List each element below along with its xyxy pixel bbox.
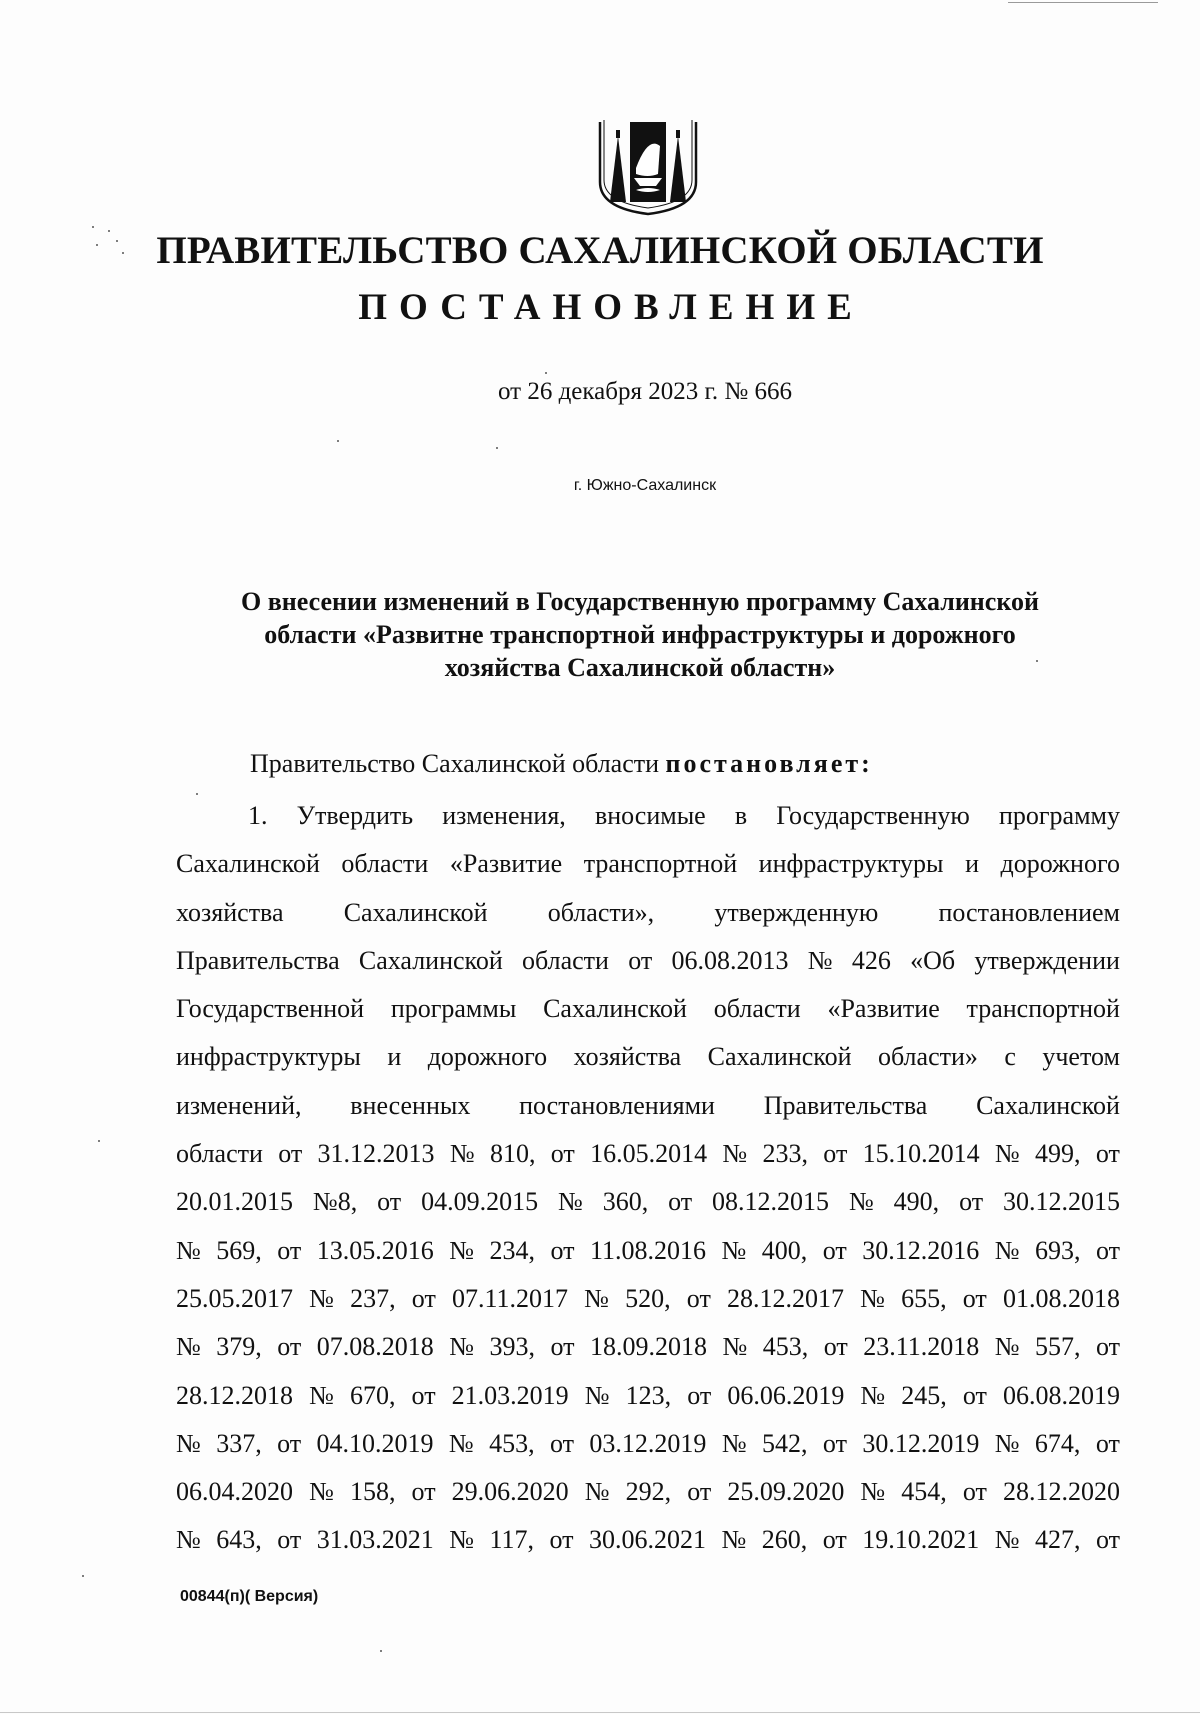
body-word: от (278, 1139, 303, 1169)
body-word: № (584, 1477, 610, 1507)
body-word: 06.06.2019 (727, 1380, 845, 1410)
body-word: от (687, 1380, 712, 1410)
body-word: 810, (489, 1139, 536, 1169)
body-word: № (994, 1235, 1020, 1265)
body-word: программы (390, 994, 517, 1024)
body-word: Сахалинской (343, 897, 488, 927)
body-word: № (721, 1235, 747, 1265)
body-word: 520, (625, 1283, 671, 1313)
body-word: 453, (762, 1332, 809, 1362)
body-word: № (860, 1380, 886, 1410)
body-word: и (965, 849, 979, 879)
scan-speck (98, 1140, 100, 1142)
body-word: № (994, 1139, 1020, 1169)
body-word: № (176, 1525, 201, 1555)
body-word: 233, (762, 1139, 808, 1169)
body-word: от (411, 1380, 436, 1410)
body-word: области (341, 849, 429, 879)
body-line (176, 1472, 1120, 1520)
body-word: от (962, 1380, 987, 1410)
body-word: № (309, 1283, 334, 1313)
body-word: инфраструктуры (176, 1042, 361, 1072)
body-word: изменений, (176, 1090, 302, 1120)
body-word: 674, (1034, 1428, 1081, 1458)
body-word: 693, (1034, 1235, 1081, 1265)
body-line (176, 1231, 1120, 1279)
body-word: от (962, 1283, 987, 1313)
body-word: от (1095, 1525, 1120, 1555)
body-line (176, 1376, 1120, 1424)
body-word: Государственную (776, 801, 970, 830)
government-title: ПРАВИТЕЛЬСТВО САХАЛИНСКОЙ ОБЛАСТИ (156, 229, 1044, 272)
body-word: № (994, 1525, 1020, 1555)
body-word: от (628, 945, 653, 975)
body-word: от (962, 1477, 987, 1507)
body-word: области (522, 945, 609, 975)
body-word: 393, (489, 1332, 535, 1362)
body-word: хозяйства (176, 897, 284, 927)
body-word: от (959, 1187, 984, 1217)
sakhalin-coat-of-arms-icon (596, 116, 700, 216)
body-word: 30.12.2019 (862, 1428, 980, 1458)
body-word: 360, (602, 1187, 649, 1217)
scan-edge-line (1008, 2, 1158, 3)
body-word: № (449, 1332, 475, 1362)
body-word: области (176, 1139, 263, 1169)
body-word: от (377, 1187, 402, 1217)
preamble (250, 749, 873, 779)
body-word: 23.11.2018 (863, 1332, 980, 1362)
resolution-body (176, 796, 1120, 1569)
body-line (176, 941, 1120, 989)
body-word: № (994, 1332, 1020, 1362)
body-word: 08.12.2015 (712, 1187, 830, 1217)
body-word: 06.08.2013 (671, 945, 789, 975)
body-word: от (823, 1332, 848, 1362)
body-word: 16.05.2014 (590, 1139, 708, 1169)
body-word: области», (547, 897, 655, 927)
body-word: № (176, 1235, 201, 1265)
body-word: № (722, 1332, 748, 1362)
body-word: 427, (1034, 1525, 1081, 1555)
scan-speck (196, 793, 198, 795)
body-word: 158, (349, 1477, 396, 1507)
body-word: внесенных (350, 1090, 471, 1120)
body-word: 542, (762, 1428, 808, 1458)
body-word: 499, (1035, 1139, 1081, 1169)
body-word: от (550, 1139, 575, 1169)
body-word: 379, (216, 1332, 262, 1362)
scan-speck (545, 372, 547, 374)
body-word: 30.12.2016 (862, 1235, 980, 1265)
scan-speck (337, 440, 339, 442)
document-date-number: от 26 декабря 2023 г. № 666 (497, 378, 793, 405)
body-word: Утвердить (296, 801, 414, 830)
body-word: от (277, 1525, 302, 1555)
body-word: от (1095, 1332, 1120, 1362)
body-word: с (1004, 1042, 1016, 1072)
body-word: 06.08.2019 (1002, 1380, 1120, 1410)
body-word: 07.08.2018 (316, 1332, 434, 1362)
body-word: от (550, 1235, 575, 1265)
body-word: дорожного (427, 1042, 548, 1072)
body-word: 07.11.2017 (451, 1283, 569, 1313)
body-word: № (994, 1428, 1020, 1458)
body-line (176, 1037, 1120, 1085)
body-word: № (449, 1235, 475, 1265)
body-word: 123, (625, 1380, 672, 1410)
body-word: 292, (625, 1477, 672, 1507)
body-word: от (277, 1235, 302, 1265)
body-word: от (411, 1477, 436, 1507)
body-word: транспортной (583, 849, 738, 879)
body-word: 01.08.2018 (1002, 1283, 1120, 1313)
body-word: 28.12.2017 (726, 1283, 844, 1313)
body-word: от (1095, 1428, 1120, 1458)
body-word: утвержденную (714, 897, 879, 927)
scan-edge-line (0, 1712, 1200, 1713)
body-word: учетом (1042, 1042, 1120, 1072)
body-line (176, 1086, 1120, 1134)
body-word: от (550, 1332, 575, 1362)
body-word: 643, (216, 1525, 262, 1555)
body-word: 25.05.2017 (176, 1283, 293, 1313)
body-word: 490, (893, 1187, 940, 1217)
body-word: 400, (761, 1235, 808, 1265)
body-word: от (550, 1428, 575, 1458)
body-word: от (687, 1477, 712, 1507)
body-word: изменения, (442, 801, 566, 830)
body-word: «Развитие (449, 849, 563, 879)
body-word: № (584, 1380, 610, 1410)
body-word: «Развитие (827, 994, 940, 1024)
body-word: программу (998, 801, 1120, 830)
body-word: от (686, 1283, 711, 1313)
document-type: ПОСТАНОВЛЕНИЕ (358, 287, 864, 328)
body-word: № (176, 1428, 201, 1458)
body-line (176, 1327, 1120, 1375)
body-word: Государственной (176, 994, 365, 1024)
footer-document-code: 00844(п)( Версия) (180, 1588, 319, 1605)
body-word: 260, (761, 1525, 808, 1555)
body-word: 426 (851, 945, 891, 975)
subject-line: О внесении изменений в Государственную программу Сахалинской (241, 587, 1039, 616)
body-word: Сахалинской (358, 945, 503, 975)
body-word: области» (877, 1042, 978, 1072)
body-word: 11.08.2016 (589, 1235, 707, 1265)
preamble-text: Правительство Сахалинской области (250, 749, 660, 778)
body-word: от (411, 1283, 436, 1313)
body-word: области (713, 994, 801, 1024)
body-word: от (823, 1139, 848, 1169)
body-word: в (734, 801, 748, 830)
body-word: № (448, 1428, 474, 1458)
body-word: № (309, 1380, 334, 1410)
body-word: Сахалинской (707, 1042, 852, 1072)
body-word: 31.03.2021 (316, 1525, 434, 1555)
body-word: от (277, 1332, 302, 1362)
body-line (176, 1279, 1120, 1327)
body-word: № (848, 1187, 874, 1217)
body-word: № (449, 1525, 475, 1555)
body-word: 20.01.2015 (176, 1187, 293, 1217)
body-word: дорожного (1000, 849, 1120, 879)
body-word: 237, (350, 1283, 396, 1313)
body-line (176, 1424, 1120, 1472)
body-word: Сахалинской (543, 994, 687, 1024)
body-word: 337, (216, 1428, 262, 1458)
body-word: постановлением (938, 897, 1120, 927)
body-word: № (860, 1477, 886, 1507)
document-subject (200, 585, 1080, 684)
body-word: Сахалинской (976, 1090, 1120, 1120)
body-word: от (822, 1235, 847, 1265)
body-word: вносимые (594, 801, 706, 830)
body-word: 21.03.2019 (451, 1380, 569, 1410)
body-word: 18.09.2018 (589, 1332, 707, 1362)
body-word: 03.12.2019 (589, 1428, 707, 1458)
body-word: 13.05.2016 (316, 1235, 434, 1265)
body-word: № (807, 945, 833, 975)
body-word: 670, (349, 1380, 396, 1410)
body-line (176, 1520, 1120, 1568)
subject-line: хозяйства Сахалинской областн» (444, 653, 836, 682)
body-word: 1. (248, 801, 268, 830)
body-word: № (309, 1477, 334, 1507)
body-word: инфраструктуры (758, 849, 944, 879)
body-word: «Об (910, 945, 956, 975)
body-word: 117, (489, 1525, 535, 1555)
body-word: № (721, 1428, 747, 1458)
body-word: от (549, 1525, 574, 1555)
body-word: № (584, 1283, 609, 1313)
body-word: 15.10.2014 (862, 1139, 980, 1169)
body-line (176, 796, 1120, 844)
body-word: 25.09.2020 (727, 1477, 845, 1507)
body-word: 30.06.2021 (589, 1525, 707, 1555)
body-word: Правительства (176, 945, 340, 975)
body-line (176, 989, 1120, 1037)
body-word: от (1095, 1139, 1120, 1169)
body-word: транспортной (966, 994, 1120, 1024)
scan-speck (82, 1575, 84, 1577)
body-word: 569, (216, 1235, 262, 1265)
body-word: постановлениями (519, 1090, 715, 1120)
body-word: от (668, 1187, 693, 1217)
subject-line: области «Развитне транспортной инфраструктуры и дорожного (264, 620, 1016, 649)
body-word: № (176, 1332, 201, 1362)
body-word: № (557, 1187, 583, 1217)
body-line (176, 1182, 1120, 1230)
body-word: 28.12.2020 (1002, 1477, 1120, 1507)
body-word: 29.06.2020 (451, 1477, 569, 1507)
body-word: 655, (901, 1283, 947, 1313)
body-word: 28.12.2018 (176, 1380, 293, 1410)
body-word: № (860, 1283, 885, 1313)
body-word: и (387, 1042, 402, 1072)
body-line (176, 844, 1120, 892)
body-word: 04.09.2015 (421, 1187, 539, 1217)
preamble-emphasis: постановляет: (665, 749, 873, 778)
body-word: от (822, 1525, 847, 1555)
body-word: 04.10.2019 (316, 1428, 434, 1458)
scan-speck (380, 1650, 382, 1652)
body-word: утверждении (974, 945, 1120, 975)
body-word: от (277, 1428, 302, 1458)
scan-speck (496, 447, 498, 449)
body-word: № (449, 1139, 475, 1169)
body-word: 06.04.2020 (176, 1477, 293, 1507)
body-word: от (1095, 1235, 1120, 1265)
body-word: 30.12.2015 (1003, 1187, 1120, 1217)
body-word: Сахалинской (176, 849, 320, 879)
body-word: хозяйства (573, 1042, 682, 1072)
body-word: 453, (489, 1428, 535, 1458)
body-word: 31.12.2013 (317, 1139, 435, 1169)
body-line (176, 893, 1120, 941)
body-word: от (822, 1428, 847, 1458)
body-word: Правительства (763, 1090, 928, 1120)
body-word: 245, (901, 1380, 947, 1410)
body-word: 19.10.2021 (862, 1525, 980, 1555)
body-line (176, 1134, 1120, 1182)
document-city: г. Южно-Сахалинск (573, 477, 717, 494)
body-word: 557, (1034, 1332, 1081, 1362)
body-word: 234, (489, 1235, 535, 1265)
body-word: №8, (312, 1187, 358, 1217)
body-word: № (721, 1525, 747, 1555)
body-word: № (722, 1139, 748, 1169)
body-word: 454, (901, 1477, 947, 1507)
